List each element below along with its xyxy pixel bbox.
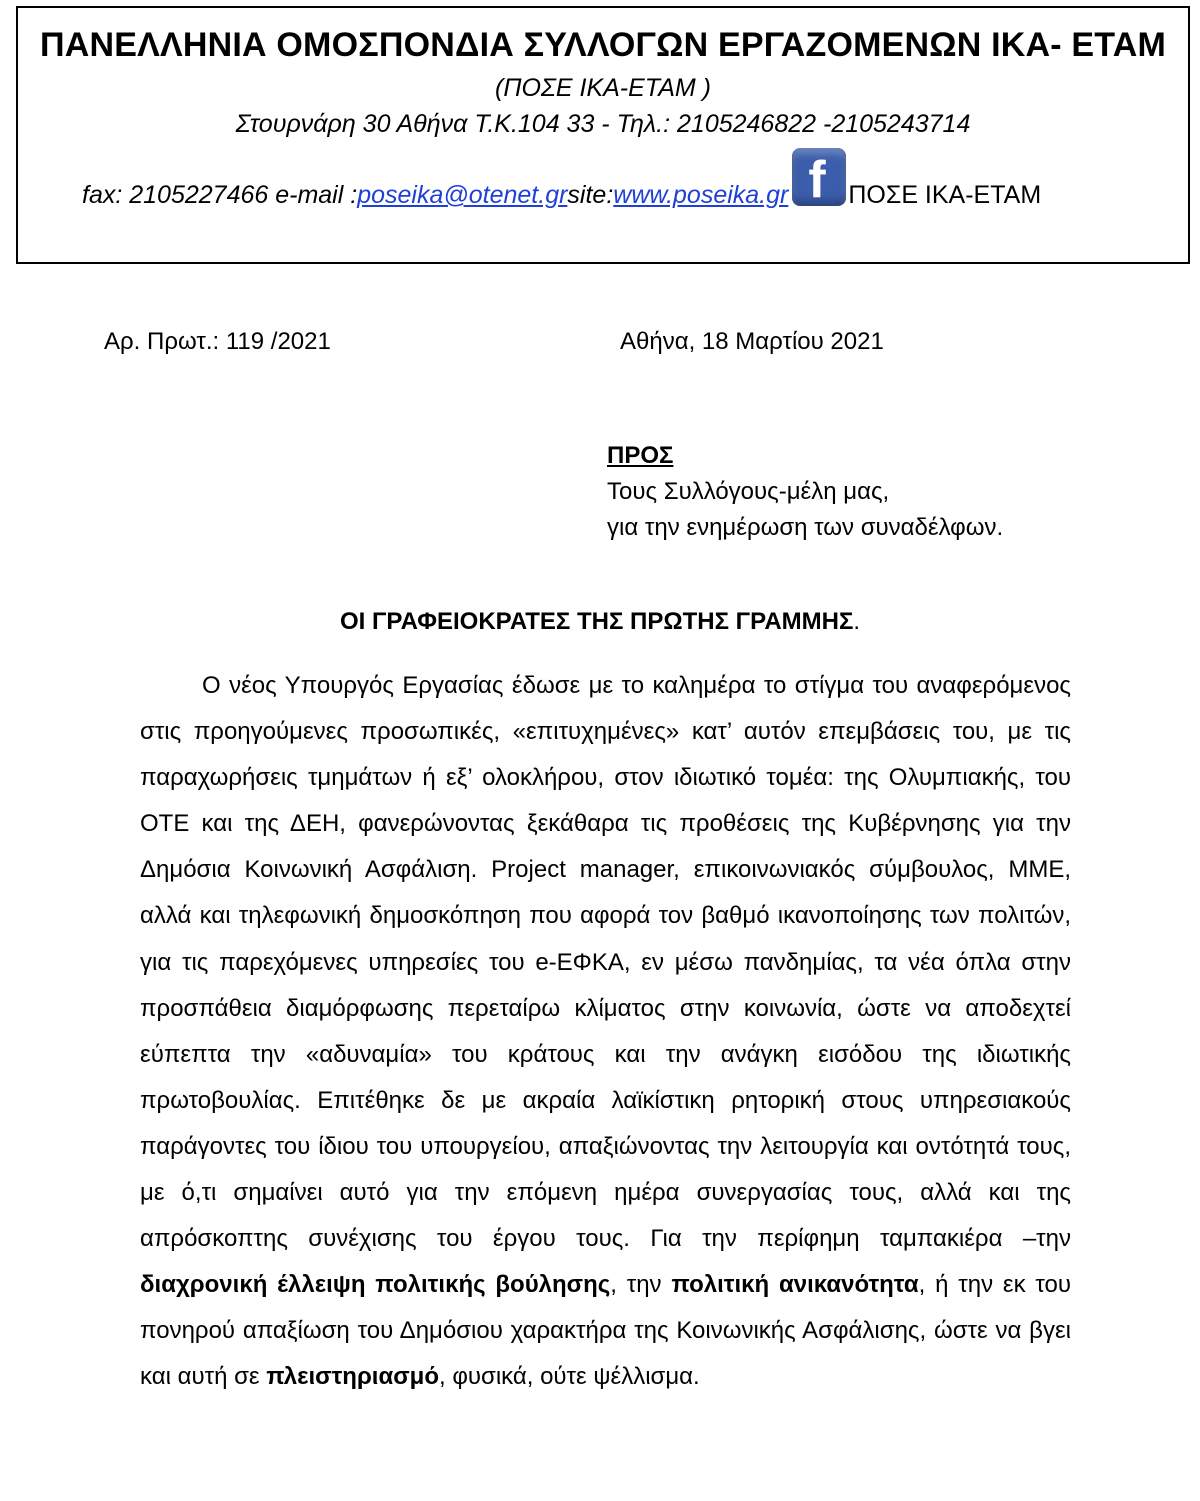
facebook-icon[interactable]: f	[792, 148, 846, 206]
organization-abbreviation: (ΠΟΣΕ ΙΚΑ-ΕΤΑΜ )	[495, 74, 711, 102]
body-bold-3: πλειστηριασμό	[266, 1363, 439, 1391]
recipient-label: ΠΡΟΣ	[607, 442, 674, 469]
organization-name: ΠΑΝΕΛΛΗΝΙΑ ΟΜΟΣΠΟΝΔΙΑ ΣΥΛΛΟΓΩΝ ΕΡΓΑΖΟΜΕΝΩΝ ΙΚΑ- ΕΤΑΜ	[39, 26, 1167, 64]
body-text-1: Ο νέος Υπουργός Εργασίας έδωσε με το καλημέρα το στίγμα του αναφερόμενος στις προηγούμενες προσωπικές, «επιτυχημένες» κατ’ αυτόν επεμβάσεις του, με τις παραχωρήσεις τμημάτων ή εξ’ ολοκλήρου, στον ιδιωτικό τομέα: της Ολυμπιακής, του ΟΤΕ και της ΔΕΗ, φανερώνοντας ξεκάθαρα τις προθέσεις της Κυβέρνησης για την Δημόσια Κοινωνική Ασφάλιση. Project manager, επικοινωνιακός σύμβουλος, ΜΜΕ, αλλά και τηλεφωνική δημοσκόπηση που αφορά τον βαθμό ικανοποίησης των πολιτών, για τις παρεχόμενες υπηρεσίες του e-ΕΦΚΑ, εν μέσω πανδημίας, τα νέα όπλα στην προσπάθεια διαμόρφωσης περεταίρω κλίματος στην κοινωνία, ώστε να αποδεχτεί εύπεπτα την «αδυναμία» του κράτους και την ανάγκη εισόδου της ιδιωτικής πρωτοβουλίας. Επιτέθηκε δε με ακραία λαϊκίστικη ρητορική στους υπηρεσιακούς παράγοντες του ίδιου του υπουργείου, απαξιώνοντας την λειτουργία και οντότητά τους, με ό,τι σημαίνει αυτό για την επόμενη ημέρα συνεργασίας τους, αλλά και της απρόσκοπτης συνέχισης του έργου τους. Για την περίφημη ταμπακιέρα –την	[140, 672, 1071, 1253]
document-title	[0, 608, 1200, 636]
body-paragraph	[140, 663, 1071, 1401]
body-text-2: , την	[610, 1271, 672, 1299]
body-text-3: , ή την εκ του πονηρού απαξίωση του Δημόσιου χαρακτήρα της Κοινωνικής Ασφάλισης, ώστε να βγει και αυτή σε	[140, 1271, 1071, 1391]
recipient-line-1: Τους Συλλόγους-μέλη μας,	[607, 478, 890, 505]
fax-text: fax: 2105227466 e-mail :	[82, 181, 358, 209]
protocol-number: Αρ. Πρωτ.: 119 /2021	[104, 328, 331, 355]
contact-line	[82, 144, 1041, 210]
organization-address: Στουρνάρη 30 Αθήνα Τ.Κ.104 33 - Τηλ.: 2105246822 -2105243714	[235, 110, 971, 138]
letterhead-box	[16, 6, 1190, 264]
email-link[interactable]: poseika@otenet.gr	[357, 181, 568, 209]
site-prefix: site:	[567, 181, 614, 209]
title-text: ΟΙ ΓΡΑΦΕΙΟΚΡΑΤΕΣ ΤΗΣ ΠΡΩΤΗΣ ΓΡΑΜΜΗΣ	[339, 608, 854, 635]
letter-date: Αθήνα, 18 Μαρτίου 2021	[620, 328, 884, 355]
body-text-4: , φυσικά, ούτε ψέλλισμα.	[438, 1363, 700, 1391]
body-bold-2: πολιτική ανικανότητα	[671, 1271, 919, 1299]
facebook-label: ΠΟΣΕ ΙΚΑ-ΕΤΑΜ	[848, 181, 1042, 209]
recipient-line-2: για την ενημέρωση των συναδέλφων.	[607, 514, 1004, 541]
title-period: .	[853, 608, 861, 635]
body-bold-1: διαχρονική έλλειψη πολιτικής βούλησης	[140, 1271, 611, 1299]
site-link[interactable]: www.poseika.gr	[613, 181, 789, 209]
recipient-block	[607, 438, 1003, 546]
